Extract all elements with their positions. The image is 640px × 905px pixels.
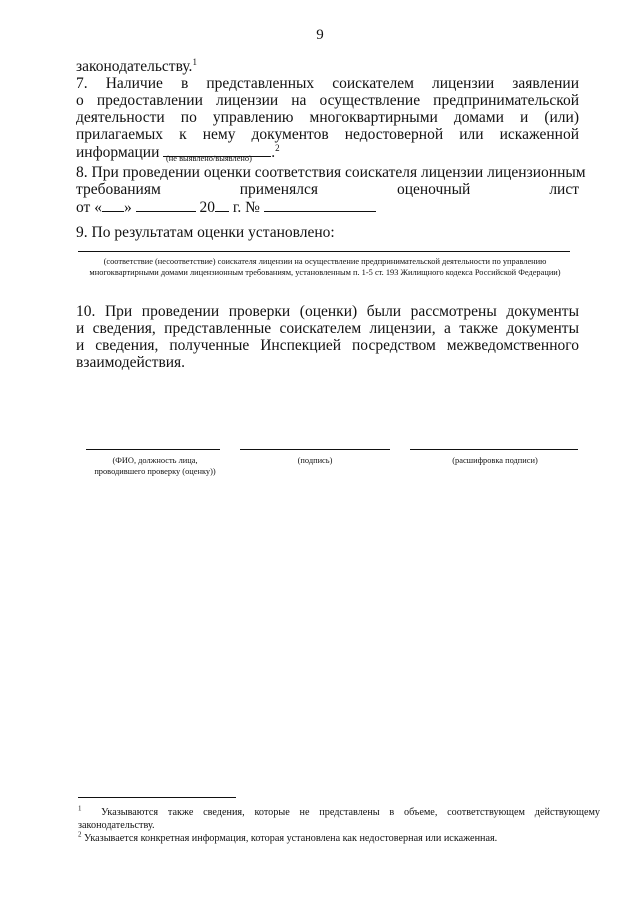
item8-line3 bbox=[76, 198, 579, 216]
item7-line0 bbox=[76, 58, 579, 75]
item7-line0-text: законодательству. bbox=[76, 58, 193, 75]
item7-last-suffix: . bbox=[271, 144, 276, 161]
item7-last-line bbox=[76, 143, 579, 161]
item9-caption-line1: (соответствие (несоответствие) соискателя лицензии на осуществление предпринимательской деятельности по управлению bbox=[103, 257, 547, 266]
footnote-1-mark: 1 bbox=[78, 804, 82, 813]
item7-paragraph bbox=[76, 75, 579, 161]
item7-line: о предоставлении лицензии на осуществление предпринимательской bbox=[76, 92, 579, 109]
footnote-ref-2: 2 bbox=[275, 142, 280, 153]
footnote-1-line2: законодательству. bbox=[78, 820, 155, 831]
item8-paragraph bbox=[76, 164, 586, 216]
item9-heading: 9. По результатам оценки установлено: bbox=[76, 224, 335, 241]
item8-line2: требованиям применялся оценочный лист bbox=[76, 181, 579, 198]
signature-line[interactable] bbox=[240, 449, 390, 450]
fio-caption-line2: проводившего проверку (оценку)) bbox=[94, 467, 216, 476]
item8-year-field[interactable] bbox=[215, 198, 229, 212]
item9-result-line[interactable] bbox=[78, 251, 570, 252]
decoding-line[interactable] bbox=[410, 449, 578, 450]
item10-line: и сведения, полученные Инспекцией посредством межведомственного bbox=[76, 337, 579, 354]
footnote-2 bbox=[78, 832, 600, 845]
item7-line: прилагаемых к нему документов недостоверной или искаженной bbox=[76, 126, 579, 143]
item8-from: от « bbox=[76, 199, 102, 216]
signature-caption: (подпись) bbox=[297, 456, 333, 465]
item10-line: 10. При проведении проверки (оценки) были рассмотрены документы bbox=[76, 303, 579, 320]
footnote-ref-1: 1 bbox=[192, 56, 197, 67]
item8-quote-close: » bbox=[123, 199, 132, 216]
item8-line1: 8. При проведении оценки соответствия соискателя лицензии лицензионным bbox=[76, 164, 586, 181]
fio-signature-line[interactable] bbox=[86, 449, 220, 450]
item10-last-line: взаимодействия. bbox=[76, 354, 186, 371]
item8-number-label: г. № bbox=[232, 199, 260, 216]
fio-caption-line1: (ФИО, должность лица, bbox=[112, 456, 198, 465]
item7-line: 7. Наличие в представленных соискателем лицензии заявлении bbox=[76, 75, 579, 92]
item7-line: деятельности по управлению многоквартирными домами и (или) bbox=[76, 109, 579, 126]
item10-paragraph bbox=[76, 303, 579, 371]
item10-line: и сведения, представленные соискателем лицензии, а также документы bbox=[76, 320, 579, 337]
fio-caption bbox=[70, 455, 240, 477]
item9-caption-line2: многоквартирными домами лицензионным требованиям, установленным п. 1-5 ст. 193 Жилищного кодекса Российской Федерации) bbox=[89, 268, 561, 277]
footnote-1-line1 bbox=[78, 806, 600, 819]
footnote-2-text: Указывается конкретная информация, которая установлена как недостоверная или искаженная. bbox=[84, 833, 498, 844]
footnote-1 bbox=[78, 806, 600, 832]
item7-hint: (не выявлено/выявлено) bbox=[166, 154, 252, 163]
footnote-1-text: Указываются также сведения, которые не представлены в объеме, соответствующем действующему bbox=[101, 807, 600, 818]
page-number: 9 bbox=[316, 27, 324, 43]
item8-number-field[interactable] bbox=[264, 198, 376, 212]
footnote-2-mark: 2 bbox=[78, 830, 82, 839]
decoding-caption: (расшифровка подписи) bbox=[452, 456, 538, 465]
item8-year-prefix: 20 bbox=[199, 199, 215, 216]
item8-day-field[interactable] bbox=[102, 198, 124, 212]
item7-last-prefix: информации bbox=[76, 144, 160, 161]
item8-month-field[interactable] bbox=[136, 198, 196, 212]
footnote-separator bbox=[78, 797, 236, 798]
item9-caption bbox=[70, 256, 580, 278]
